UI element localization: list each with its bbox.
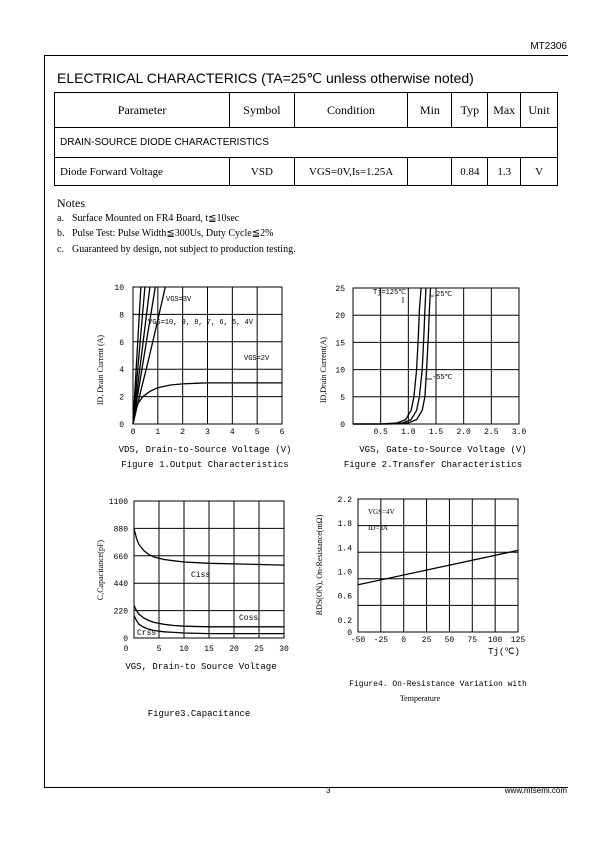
x-tick-label: 10 <box>179 645 189 654</box>
y-tick-label: 1.0 <box>337 568 352 578</box>
header-min: Min <box>408 93 452 128</box>
y-axis-label: RDS(ON), On-Resistance(mΩ) <box>315 514 324 616</box>
y-tick-label: 0 <box>340 421 345 430</box>
series-line <box>353 288 426 424</box>
header-unit: Unit <box>521 93 558 128</box>
x-tick-label: 2 <box>180 428 186 437</box>
x-tick-label: 25 <box>421 636 432 645</box>
x-tick-label: 25 <box>254 645 264 654</box>
x-tick-label: 6 <box>279 428 285 437</box>
note-text: Guaranteed by design, not subject to production testing. <box>72 244 296 255</box>
note-key: b. <box>57 228 65 239</box>
y-tick-label: 0.2 <box>337 616 352 626</box>
y-tick-label: 5 <box>340 393 345 403</box>
y-axis-label: ID, Drain Current (A) <box>96 334 105 406</box>
series-line <box>358 550 518 584</box>
note-key: a. <box>57 213 64 224</box>
series-line <box>133 287 145 424</box>
x-axis-label: VGS, Gate-to-Source Voltage (V) <box>359 445 527 455</box>
x-axis-label: VGS, Drain-to Source Voltage <box>125 662 277 672</box>
series-line <box>133 287 150 424</box>
series-label: Ciss <box>191 571 211 580</box>
x-tick-label: 1 <box>155 428 161 437</box>
part-number: MT2306 <box>530 41 567 52</box>
chart-title: Figure 2.Transfer Characteristics <box>343 460 523 470</box>
chart-title: Temperature <box>399 694 441 703</box>
chart-annotation: -55℃ <box>432 374 453 382</box>
notes-title: Notes <box>57 196 85 210</box>
y-tick-label: 0 <box>123 635 128 644</box>
header-parameter: Parameter <box>55 93 230 128</box>
cell-unit: V <box>521 158 558 186</box>
x-tick-label: 5 <box>254 428 260 437</box>
y-tick-label: 2.2 <box>337 496 352 505</box>
website: www.mtsemi.com <box>504 786 567 795</box>
cell-typ: 0.84 <box>452 158 488 186</box>
page-number: 3 <box>326 786 331 795</box>
x-tick-label: 4 <box>229 428 235 437</box>
header-symbol: Symbol <box>230 93 295 128</box>
x-tick-label: 125 <box>510 636 526 645</box>
chart-annotation: ID=3A <box>368 524 388 532</box>
x-axis-label: Tj(℃) <box>488 647 520 657</box>
chart-annotation: VGS=2V <box>244 355 270 363</box>
section-label: DRAIN-SOURCE DIODE CHARACTERISTICS <box>55 128 558 158</box>
y-axis-label: C,Capacitance(pF) <box>96 539 105 601</box>
note-text: Pulse Test: Pulse Width≦300Us, Duty Cycle≦2% <box>72 228 274 239</box>
chart-annotation: VGS=3V <box>166 296 192 304</box>
x-tick-label: 2.5 <box>484 428 499 437</box>
x-tick-label: 5 <box>156 645 162 654</box>
note-key: c. <box>57 244 64 255</box>
y-tick-label: 4 <box>119 366 124 376</box>
x-tick-label: 3 <box>205 428 210 437</box>
chart-title: Figure4. On-Resistance Variation with <box>349 680 527 689</box>
chart-annotation: Tj=125℃ <box>373 289 407 297</box>
x-tick-label: 0 <box>401 636 407 645</box>
x-tick-label: 75 <box>467 636 478 645</box>
x-tick-label: 1.0 <box>401 428 416 437</box>
chart-annotation: VGS=10, 9, 8, 7, 6, 5, 4V <box>148 319 254 327</box>
cell-parameter: Diode Forward Voltage <box>55 158 230 186</box>
x-tick-label: -50 <box>350 636 366 645</box>
x-tick-label: 100 <box>487 636 503 645</box>
y-tick-label: 15 <box>335 339 345 349</box>
cell-symbol: VSD <box>230 158 295 186</box>
header-typ: Typ <box>452 93 488 128</box>
x-tick-label: 0.5 <box>373 428 388 437</box>
section-title: ELECTRICAL CHARACTERICS (TA=25℃ unless otherwise noted) <box>57 70 474 86</box>
y-tick-label: 220 <box>113 607 128 617</box>
x-tick-label: 15 <box>204 645 214 654</box>
y-tick-label: 1100 <box>108 498 128 507</box>
chart-annotation: 25℃ <box>436 291 453 299</box>
x-tick-label: 50 <box>444 636 455 645</box>
cell-max: 1.3 <box>488 158 521 186</box>
plot-frame <box>358 499 518 632</box>
y-tick-label: 1.8 <box>337 520 352 530</box>
x-tick-label: 0 <box>130 428 136 437</box>
y-tick-label: 8 <box>119 311 124 321</box>
y-tick-label: 440 <box>113 580 128 590</box>
x-tick-label: 2.0 <box>456 428 471 437</box>
y-tick-label: 1.4 <box>337 544 352 554</box>
x-tick-label: 3.0 <box>511 428 527 437</box>
y-tick-label: 0 <box>119 421 124 430</box>
header-condition: Condition <box>294 93 408 128</box>
chart-title: Figure3.Capacitance <box>147 709 251 719</box>
y-tick-label: 660 <box>113 552 128 562</box>
chart-title: Figure 1.Output Characteristics <box>121 460 289 470</box>
y-axis-label: ID,Drain Current(A) <box>319 336 328 404</box>
note-text: Surface Mounted on FR4 Board, t≦10sec <box>72 213 240 224</box>
y-tick-label: 20 <box>335 312 345 322</box>
y-tick-label: 25 <box>335 285 345 294</box>
series-label: Crss <box>137 629 157 638</box>
series-label: Coss <box>239 614 259 623</box>
header-max: Max <box>488 93 521 128</box>
x-tick-label: 1.5 <box>428 428 444 437</box>
y-tick-label: 10 <box>114 284 124 293</box>
x-tick-label: 20 <box>229 645 239 654</box>
y-tick-label: 880 <box>113 525 128 535</box>
x-axis-label: VDS, Drain-to-Source Voltage (V) <box>118 445 292 455</box>
x-tick-label: -25 <box>373 636 389 645</box>
x-tick-label: 0 <box>123 645 129 654</box>
chart-annotation: VGS=4V <box>368 508 395 516</box>
y-tick-label: 6 <box>119 338 124 348</box>
series-line <box>353 288 421 424</box>
x-tick-label: 30 <box>279 645 289 654</box>
cell-condition: VGS=0V,Is=1.25A <box>294 158 408 186</box>
y-tick-label: 2 <box>119 393 124 403</box>
y-tick-label: 0 <box>347 629 352 638</box>
y-tick-label: 0.6 <box>337 592 352 602</box>
y-tick-label: 10 <box>335 366 345 376</box>
